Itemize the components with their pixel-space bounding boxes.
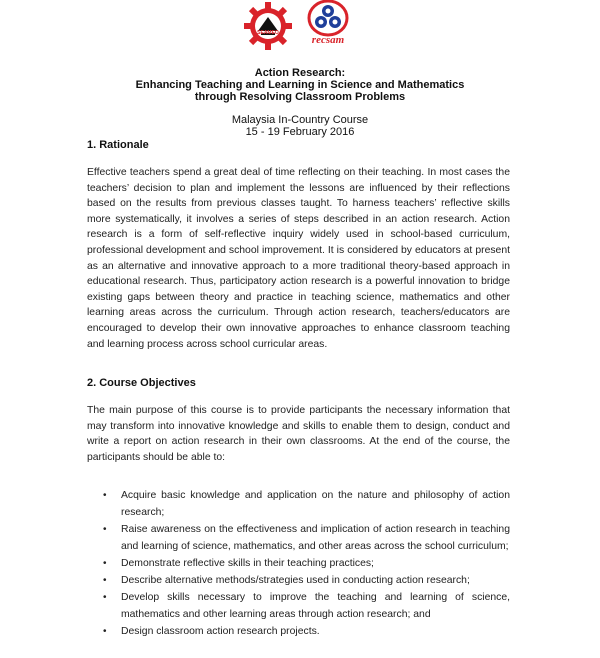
list-item — [87, 589, 510, 623]
bullet-icon: • — [103, 558, 107, 569]
recsam-logo-text: recsam — [311, 34, 345, 46]
list-item-text: Acquire basic knowledge and application on the nature and philosophy of action research; — [121, 490, 510, 518]
bullet-icon: • — [103, 490, 107, 501]
title-line-2: Enhancing Teaching and Learning in Science and Mathematics — [135, 79, 465, 91]
list-item — [87, 623, 510, 640]
list-item-text: Demonstrate reflective skills in their teaching practices; — [121, 558, 374, 569]
bullet-icon: • — [103, 592, 107, 603]
document-title — [0, 67, 600, 103]
seameo-logo-text: SEAMEO — [257, 30, 279, 36]
list-item — [87, 572, 510, 589]
title-line-1: Action Research: — [254, 67, 346, 79]
rationale-paragraph: Effective teachers spend a great deal of time reflecting on their teaching. In most cases the teachers’ decision to plan and implement the lessons are influenced by their reflections based on the results from previous classes taught. To harness teachers’ reflective skills more systematically, it involves a series of steps described in an action research. Action research is a form of self-reflective inquiry widely used in school-based curriculum, professional development and school improvement. It is considered by educators at present as an alternative and innovative approach to a more traditional theory-based approach in educational research. Thus, participatory action research is a powerful innovation to bridge existing gaps between theory and practice in teaching science, mathematics and other learning areas across the curriculum. Through action research, teachers/educators are encouraged to develop their own innovative approaches to enhance classroom teaching and learning process across school curricular areas. — [87, 167, 510, 350]
list-item-text: Develop skills necessary to improve the teaching and learning of science, mathematics and other learning areas through action research; and — [121, 592, 510, 620]
list-item — [87, 487, 510, 521]
list-item-text: Describe alternative methods/strategies used in conducting action research; — [121, 575, 470, 586]
seameo-logo-icon — [243, 1, 293, 51]
list-item — [87, 555, 510, 572]
bullet-icon: • — [103, 575, 107, 586]
course-info — [0, 114, 600, 138]
objectives-paragraph: The main purpose of this course is to provide participants the necessary information that may transform into innovative knowledge and skills to enable them to design, conduct and write a report on action research in their own classrooms. At the end of the course, the participants should be able to: — [87, 405, 510, 463]
list-item-text: Raise awareness on the effectiveness and implication of action research in teaching and learning of science, mathematics, and other areas across the school curriculum; — [121, 524, 510, 552]
title-line-3: through Resolving Classroom Problems — [194, 91, 406, 103]
course-dates: 15 - 19 February 2016 — [245, 126, 355, 138]
bullet-icon: • — [103, 626, 107, 637]
course-name: Malaysia In-Country Course — [231, 114, 369, 126]
list-item-text: Design classroom action research projects. — [121, 626, 320, 637]
logo-header — [0, 0, 600, 60]
bullet-icon: • — [103, 524, 107, 535]
list-item — [87, 521, 510, 555]
rationale-heading: 1. Rationale — [87, 139, 149, 151]
objectives-heading: 2. Course Objectives — [87, 377, 196, 389]
objectives-list — [87, 487, 510, 640]
